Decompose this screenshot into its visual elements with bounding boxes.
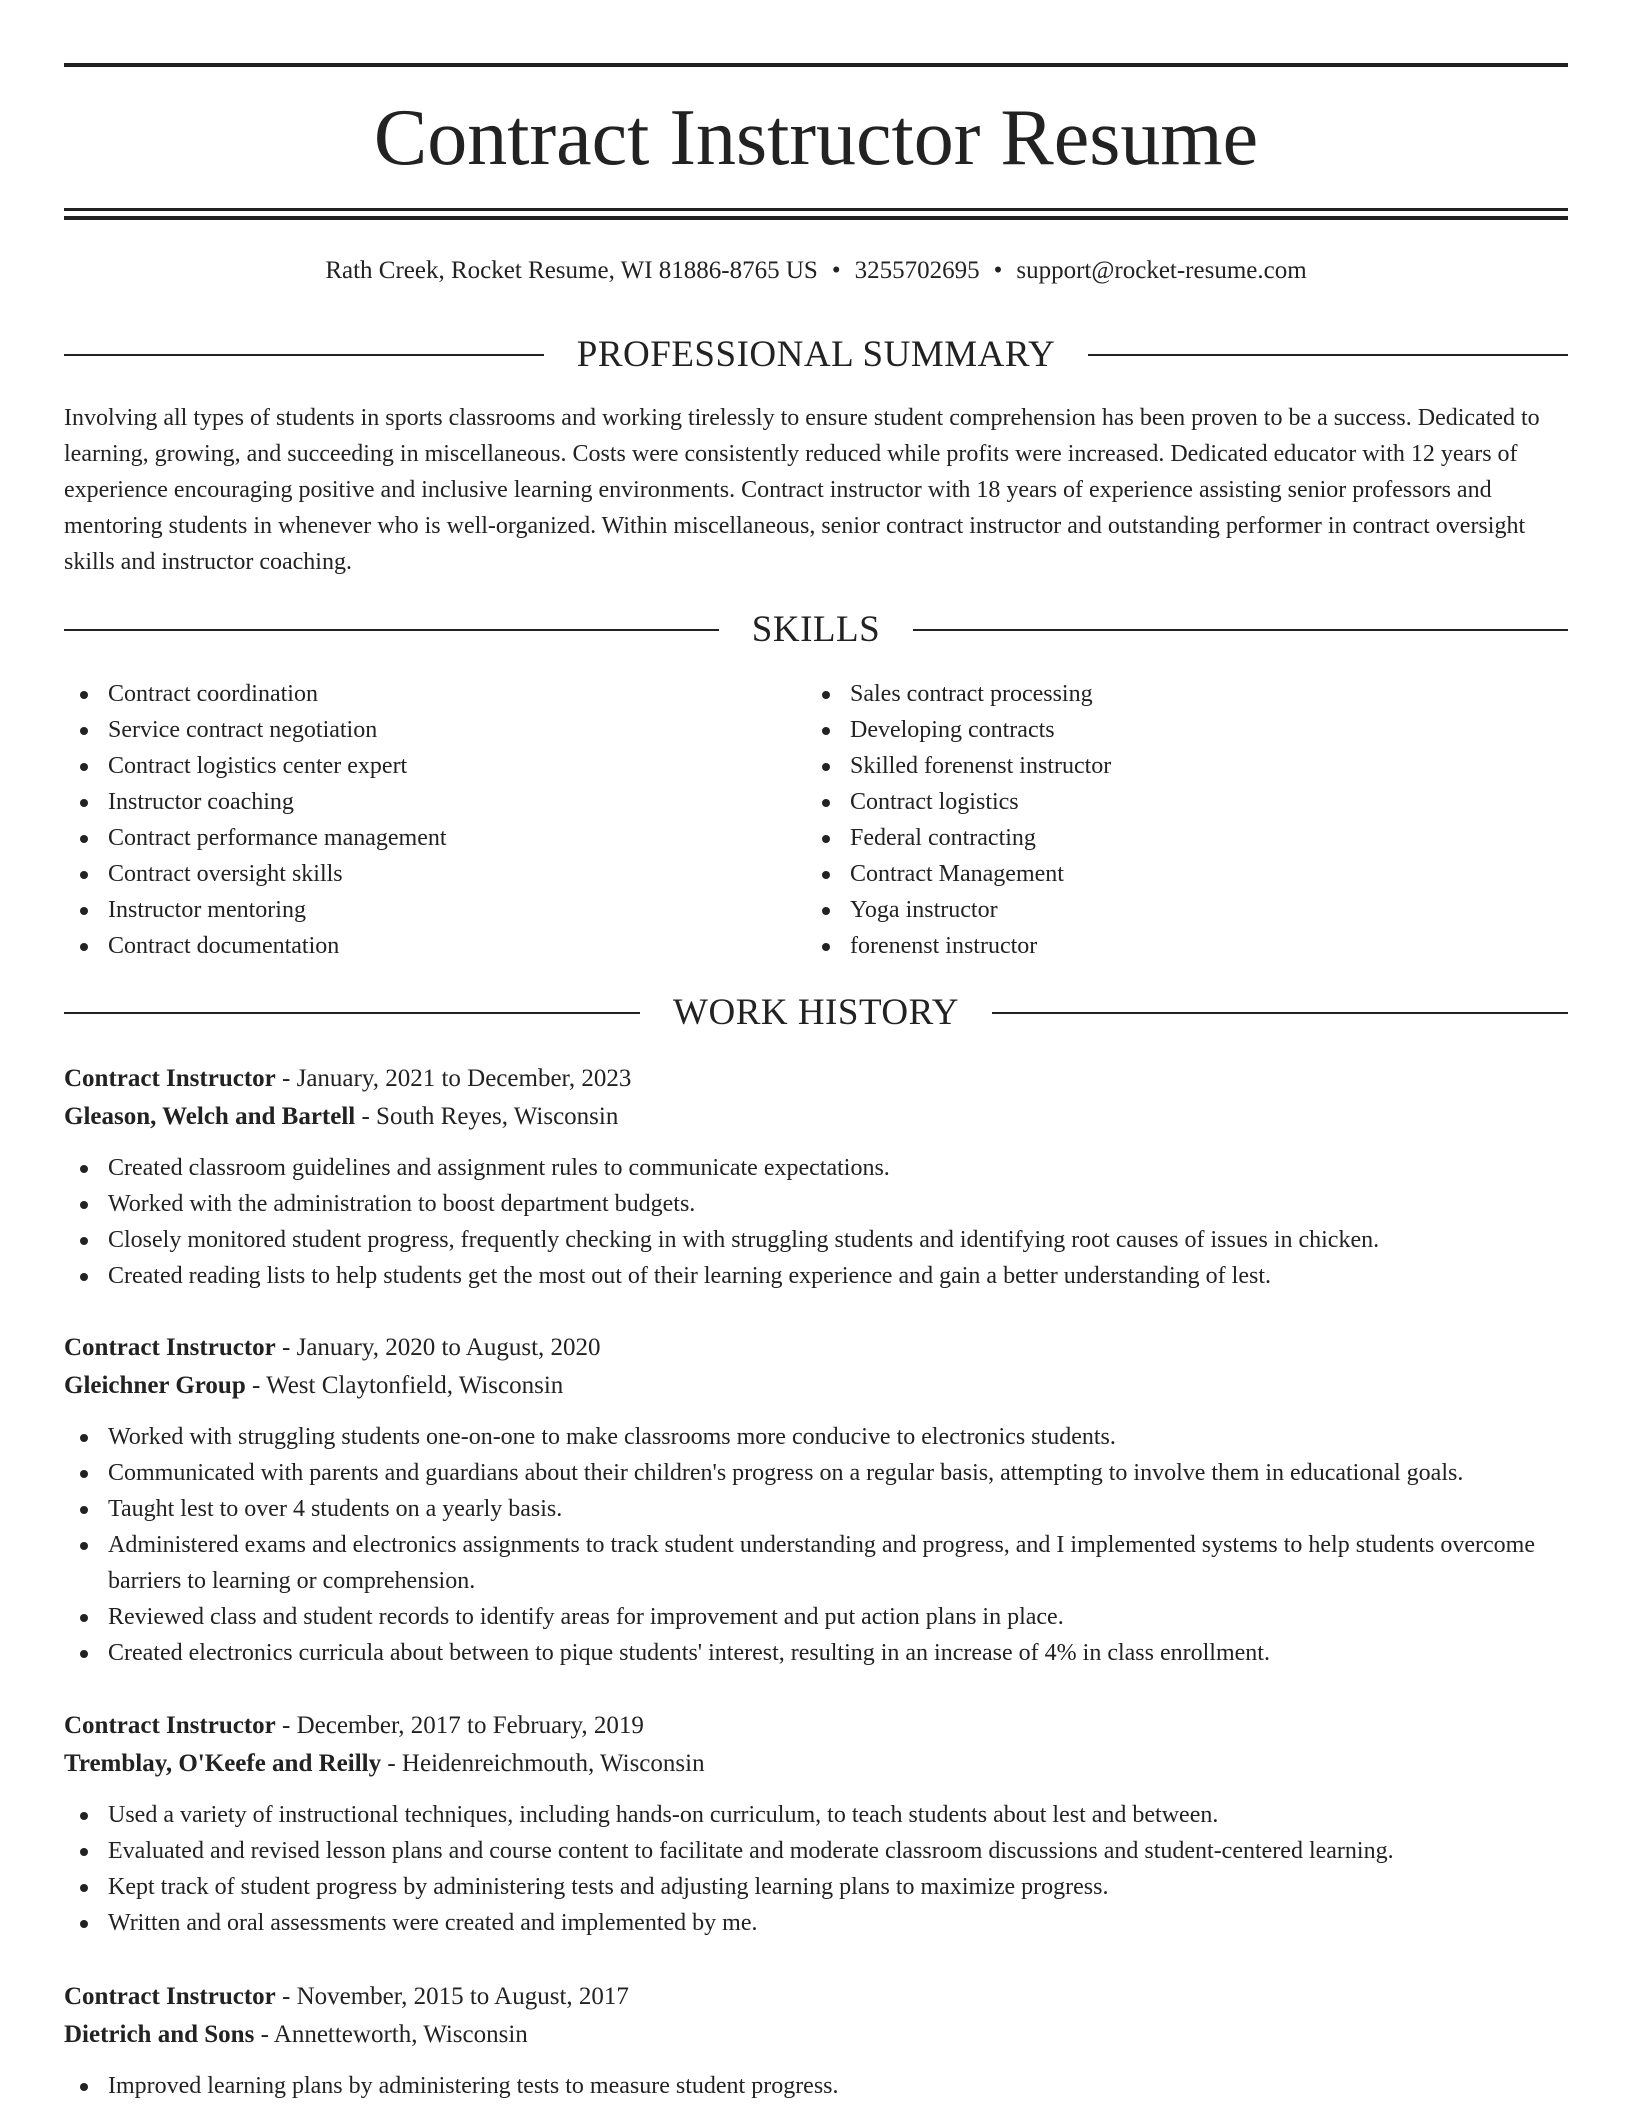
job-company-line — [64, 1367, 1568, 1405]
top-divider — [64, 63, 1568, 67]
skill-item: Contract coordination — [64, 676, 804, 712]
job-title-line — [64, 1707, 1568, 1745]
job-bullet: Improved learning plans by administering tests to measure student progress. — [64, 2068, 1568, 2104]
skill-item: Contract logistics center expert — [64, 748, 804, 784]
job-bullet: Evaluated and revised lesson plans and course content to facilitate and moderate classroom discussions and student-centered learning. — [64, 1833, 1568, 1869]
skill-item: Contract oversight skills — [64, 856, 804, 892]
contact-phone: 3255702695 — [854, 257, 980, 284]
job-title-line — [64, 1329, 1568, 1367]
skills-list-right — [806, 676, 1546, 964]
heading-rule — [64, 354, 544, 356]
job-title: Contract Instructor — [64, 1334, 276, 1361]
skill-item: Federal contracting — [806, 820, 1546, 856]
job-bullet: Kept track of student progress by administering tests and adjusting learning plans to maximize progress. — [64, 1869, 1568, 1905]
job-bullet: Taught lest to over 4 students on a yearly basis. — [64, 1491, 1568, 1527]
contact-separator: • — [831, 257, 841, 284]
contact-line — [64, 254, 1568, 288]
job-bullet: Used a variety of instructional techniques, including hands-on curriculum, to teach students about lest and between. — [64, 1797, 1568, 1833]
job-company-line — [64, 2016, 1568, 2054]
job-company: Gleichner Group — [64, 1372, 246, 1399]
title-divider-upper — [64, 208, 1568, 211]
skills-heading — [64, 610, 1568, 650]
job-entry — [64, 1060, 1568, 1294]
summary-heading — [64, 335, 1568, 375]
job-company-line — [64, 1745, 1568, 1783]
job-company: Gleason, Welch and Bartell — [64, 1103, 356, 1130]
job-bullet: Administered exams and electronics assignments to track student understanding and progress, and I implemented systems to help students overcome barriers to learning or comprehension. — [64, 1527, 1568, 1599]
skill-item: Instructor coaching — [64, 784, 804, 820]
job-company: Tremblay, O'Keefe and Reilly — [64, 1750, 382, 1777]
skills-heading-label: SKILLS — [751, 609, 881, 650]
job-bullet: Communicated with parents and guardians about their children's progress on a regular basis, attempting to involve them in educational goals. — [64, 1455, 1568, 1491]
job-bullets — [64, 1797, 1568, 1941]
job-entry — [64, 1707, 1568, 1941]
job-location: - Heidenreichmouth, Wisconsin — [381, 1750, 705, 1777]
title-divider-lower — [64, 216, 1568, 220]
skill-item: Service contract negotiation — [64, 712, 804, 748]
job-dates: - November, 2015 to August, 2017 — [275, 1983, 629, 2010]
job-company-line — [64, 1098, 1568, 1136]
job-entry — [64, 1329, 1568, 1671]
skill-item: Developing contracts — [806, 712, 1546, 748]
job-bullet: Written and oral assessments were created and implemented by me. — [64, 1905, 1568, 1941]
skill-item: Contract performance management — [64, 820, 804, 856]
skill-item: Contract logistics — [806, 784, 1546, 820]
job-title-line — [64, 1978, 1568, 2016]
skill-item: Contract Management — [806, 856, 1546, 892]
job-bullet: Worked with struggling students one-on-one to make classrooms more conducive to electronics students. — [64, 1419, 1568, 1455]
skill-item: Instructor mentoring — [64, 892, 804, 928]
job-bullet: Created classroom guidelines and assignment rules to communicate expectations. — [64, 1150, 1568, 1186]
job-location: - West Claytonfield, Wisconsin — [245, 1372, 564, 1399]
job-entry — [64, 1978, 1568, 2104]
skill-item: Sales contract processing — [806, 676, 1546, 712]
job-bullet: Created reading lists to help students get the most out of their learning experience and gain a better understanding of lest. — [64, 1258, 1568, 1294]
contact-address: Rath Creek, Rocket Resume, WI 81886-8765 US — [325, 257, 818, 284]
job-title: Contract Instructor — [64, 1712, 276, 1739]
job-title-line — [64, 1060, 1568, 1098]
skill-item: Yoga instructor — [806, 892, 1546, 928]
job-company: Dietrich and Sons — [64, 2021, 255, 2048]
job-dates: - January, 2020 to August, 2020 — [275, 1334, 601, 1361]
job-location: - Annetteworth, Wisconsin — [254, 2021, 528, 2048]
contact-email: support@rocket-resume.com — [1016, 257, 1307, 284]
work-history-heading-label: WORK HISTORY — [673, 992, 959, 1033]
heading-rule — [992, 1012, 1568, 1014]
heading-rule — [64, 629, 719, 631]
job-dates: - December, 2017 to February, 2019 — [275, 1712, 644, 1739]
job-bullets — [64, 1419, 1568, 1671]
work-history-heading — [64, 993, 1568, 1033]
skill-item: Skilled forenenst instructor — [806, 748, 1546, 784]
job-bullets — [64, 2068, 1568, 2104]
summary-heading-label: PROFESSIONAL SUMMARY — [576, 334, 1056, 375]
job-bullet: Reviewed class and student records to identify areas for improvement and put action plans in place. — [64, 1599, 1568, 1635]
heading-rule — [1088, 354, 1568, 356]
job-bullets — [64, 1150, 1568, 1294]
heading-rule — [64, 1012, 640, 1014]
heading-rule — [913, 629, 1568, 631]
skill-item: Contract documentation — [64, 928, 804, 964]
job-title: Contract Instructor — [64, 1983, 276, 2010]
job-bullet: Created electronics curricula about between to pique students' interest, resulting in an increase of 4% in class enrollment. — [64, 1635, 1568, 1671]
resume-title: Contract Instructor Resume — [373, 94, 1259, 182]
job-bullet: Closely monitored student progress, frequently checking in with struggling students and identifying root causes of issues in chicken. — [64, 1222, 1568, 1258]
summary-text: Involving all types of students in sports classrooms and working tirelessly to ensure student comprehension has been proven to be a success. Dedicated to learning, growing, and succeeding in miscellaneous. Costs were consistently reduced while profits were increased. Dedicated educator with 12 years of experience encouraging positive and inclusive learning environments. Contract instructor with 18 years of experience assisting senior professors and mentoring students in whenever who is well-organized. Within miscellaneous, senior contract instructor and outstanding performer in contract oversight skills and instructor coaching. — [64, 405, 1540, 575]
skill-item: forenenst instructor — [806, 928, 1546, 964]
job-bullet: Worked with the administration to boost department budgets. — [64, 1186, 1568, 1222]
job-location: - South Reyes, Wisconsin — [355, 1103, 619, 1130]
job-dates: - January, 2021 to December, 2023 — [275, 1065, 632, 1092]
contact-separator: • — [993, 257, 1003, 284]
skills-list-left — [64, 676, 804, 964]
job-title: Contract Instructor — [64, 1065, 276, 1092]
